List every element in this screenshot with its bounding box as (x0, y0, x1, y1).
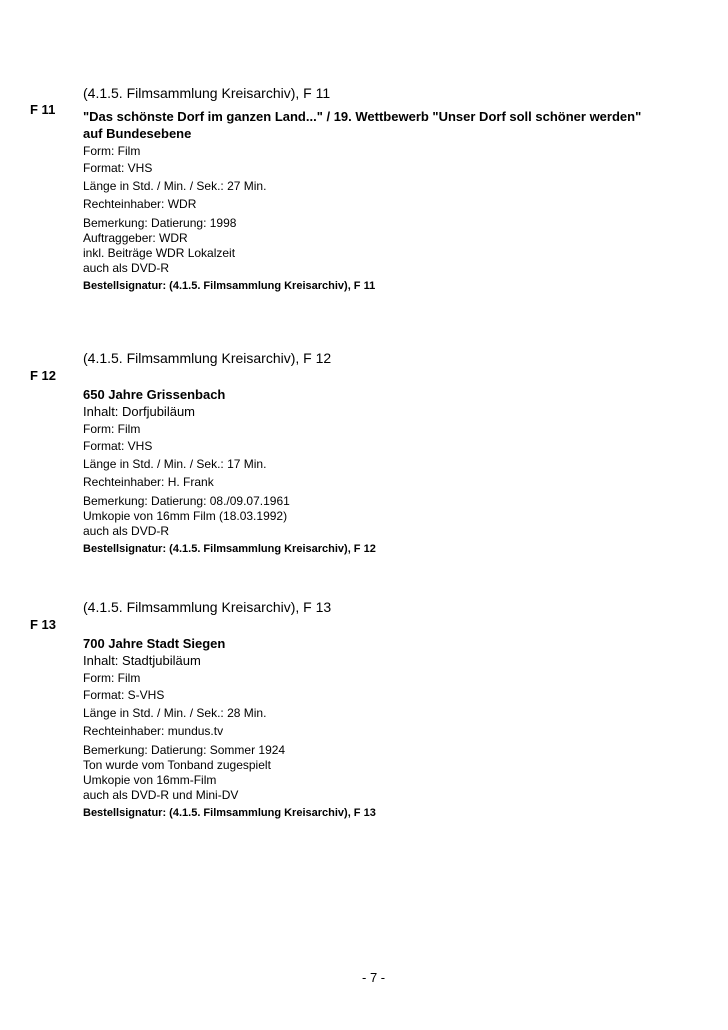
field-form: Form: Film (83, 422, 141, 436)
remark-line: Bemerkung: Datierung: 1998 (83, 216, 237, 230)
entry-body (83, 350, 683, 556)
archive-reference: (4.1.5. Filmsammlung Kreisarchiv), F 11 (83, 85, 331, 101)
field-format: Format: VHS (83, 439, 153, 453)
field-form: Form: Film (83, 144, 141, 158)
field-form: Form: Film (83, 671, 141, 685)
field-rights: Rechteinhaber: H. Frank (83, 475, 214, 489)
entry-title-continued: auf Bundesebene (83, 126, 192, 141)
field-length: Länge in Std. / Min. / Sek.: 27 Min. (83, 179, 267, 193)
field-format: Format: VHS (83, 161, 153, 175)
entry-code: F 11 (30, 102, 56, 117)
order-signature: Bestellsignatur: (4.1.5. Filmsammlung Kreisarchiv), F 11 (83, 280, 376, 292)
field-length: Länge in Std. / Min. / Sek.: 17 Min. (83, 457, 267, 471)
remark-line: auch als DVD-R und Mini-DV (83, 788, 239, 802)
entry-title: 650 Jahre Grissenbach (83, 387, 226, 402)
archive-reference: (4.1.5. Filmsammlung Kreisarchiv), F 13 (83, 599, 332, 615)
order-signature: Bestellsignatur: (4.1.5. Filmsammlung Kreisarchiv), F 12 (83, 543, 376, 555)
field-format: Format: S-VHS (83, 688, 165, 702)
page-number: - 7 - (362, 970, 386, 985)
entry-code: F 12 (30, 368, 57, 383)
remark-line: Umkopie von 16mm-Film (83, 773, 217, 787)
remark-line: Ton wurde vom Tonband zugespielt (83, 758, 271, 772)
entry-body (83, 85, 683, 293)
remark-line: auch als DVD-R (83, 261, 170, 275)
remark-line: Auftraggeber: WDR (83, 231, 188, 245)
field-length: Länge in Std. / Min. / Sek.: 28 Min. (83, 706, 267, 720)
order-signature: Bestellsignatur: (4.1.5. Filmsammlung Kreisarchiv), F 13 (83, 807, 376, 819)
entry-title: 700 Jahre Stadt Siegen (83, 636, 226, 651)
remark-line: auch als DVD-R (83, 524, 170, 538)
field-content: Inhalt: Dorfjubiläum (83, 404, 195, 419)
remark-line: Bemerkung: Datierung: Sommer 1924 (83, 743, 286, 757)
archive-reference: (4.1.5. Filmsammlung Kreisarchiv), F 12 (83, 350, 332, 366)
field-rights: Rechteinhaber: mundus.tv (83, 724, 224, 738)
entry-code: F 13 (30, 617, 57, 632)
entry-body (83, 599, 683, 820)
field-content: Inhalt: Stadtjubiläum (83, 653, 201, 668)
remark-line: Umkopie von 16mm Film (18.03.1992) (83, 509, 288, 523)
remark-line: Bemerkung: Datierung: 08./09.07.1961 (83, 494, 290, 508)
remark-line: inkl. Beiträge WDR Lokalzeit (83, 246, 236, 260)
field-rights: Rechteinhaber: WDR (83, 197, 197, 211)
entry-title: "Das schönste Dorf im ganzen Land..." / 19. Wettbewerb "Unser Dorf soll schöner werden" (83, 109, 642, 124)
